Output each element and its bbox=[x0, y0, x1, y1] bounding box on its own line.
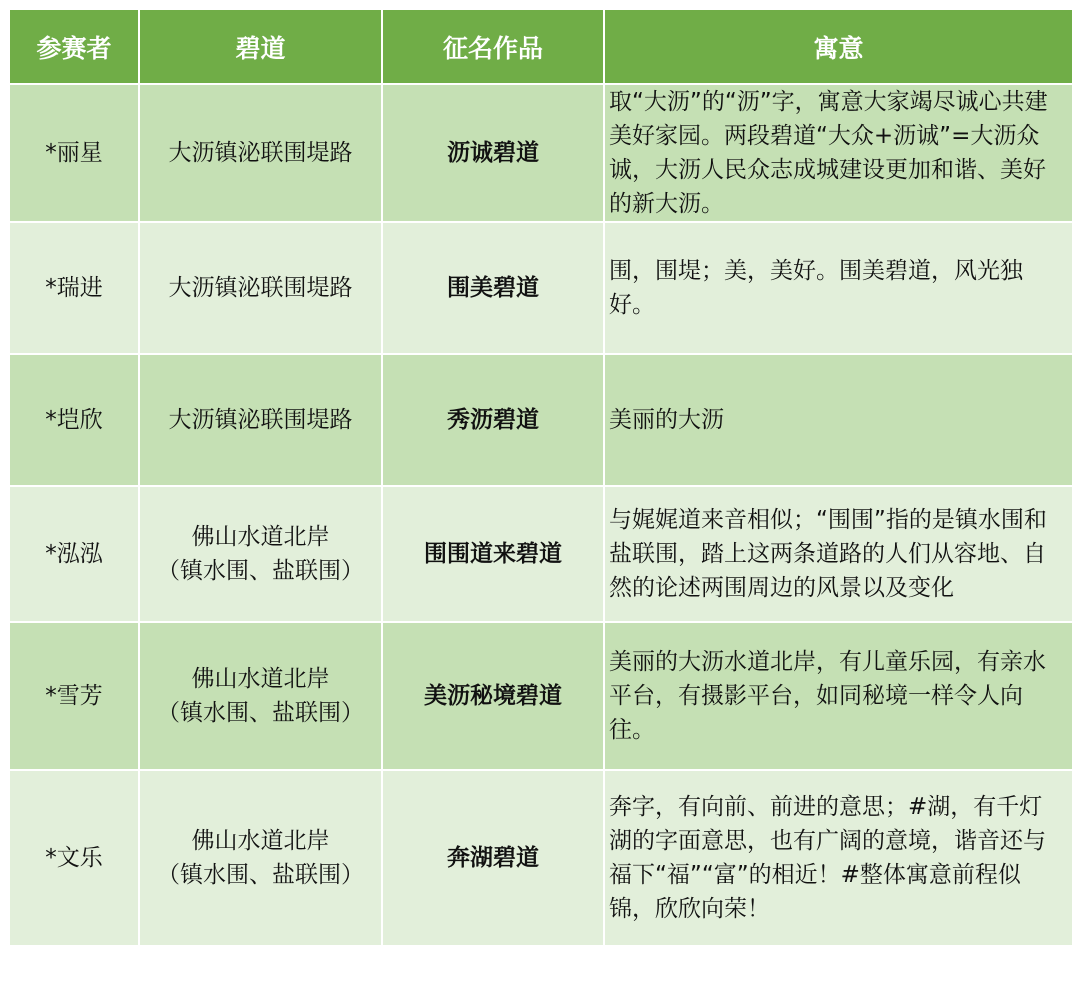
meaning-cell: 与娓娓道来音相似；“围围”指的是镇水围和盐联围，踏上这两条道路的人们从容地、自然的论述两围周边的风景以及变化 bbox=[604, 486, 1073, 622]
entry-cell: 秀沥碧道 bbox=[382, 354, 604, 486]
greenway-line: 佛山水道北岸 bbox=[191, 666, 330, 692]
meaning-cell: 奔字，有向前、前进的意思；#湖，有千灯湖的字面意思，也有广阔的意境，谐音还与福下“福”“富”的相近！#整体寓意前程似锦，欣欣向荣！ bbox=[604, 770, 1073, 946]
meaning-cell: 美丽的大沥 bbox=[604, 354, 1073, 486]
participant-cell: *泓泓 bbox=[9, 486, 139, 622]
greenway-line: （镇水围、盐联围） bbox=[157, 700, 364, 726]
participant-cell: *文乐 bbox=[9, 770, 139, 946]
greenway-line: 佛山水道北岸 bbox=[191, 828, 330, 854]
entry-cell: 沥诚碧道 bbox=[382, 84, 604, 222]
greenway-cell bbox=[139, 770, 382, 946]
participant-cell: *雪芳 bbox=[9, 622, 139, 770]
greenway-cell bbox=[139, 486, 382, 622]
table-row bbox=[9, 354, 1073, 486]
greenway-cell bbox=[139, 622, 382, 770]
header-greenway: 碧道 bbox=[139, 9, 382, 84]
table-row bbox=[9, 622, 1073, 770]
entry-cell: 奔湖碧道 bbox=[382, 770, 604, 946]
meaning-cell: 围，围堤；美，美好。围美碧道，风光独好。 bbox=[604, 222, 1073, 354]
greenway-line: 佛山水道北岸 bbox=[191, 524, 330, 550]
meaning-cell: 取“大沥”的“沥”字，寓意大家竭尽诚心共建美好家园。两段碧道“大众+沥诚”=大沥众诚，大沥人民众志成城建设更加和谐、美好的新大沥。 bbox=[604, 84, 1073, 222]
greenway-cell bbox=[139, 84, 382, 222]
participant-cell: *垲欣 bbox=[9, 354, 139, 486]
greenway-line: （镇水围、盐联围） bbox=[157, 862, 364, 888]
table-row bbox=[9, 222, 1073, 354]
table-row bbox=[9, 770, 1073, 946]
entries-table bbox=[8, 8, 1074, 947]
meaning-cell: 美丽的大沥水道北岸，有儿童乐园，有亲水平台，有摄影平台，如同秘境一样令人向往。 bbox=[604, 622, 1073, 770]
header-entry: 征名作品 bbox=[382, 9, 604, 84]
header-participant: 参赛者 bbox=[9, 9, 139, 84]
header-meaning: 寓意 bbox=[604, 9, 1073, 84]
participant-cell: *丽星 bbox=[9, 84, 139, 222]
table-header-row bbox=[9, 9, 1073, 84]
greenway-cell bbox=[139, 354, 382, 486]
entry-cell: 围美碧道 bbox=[382, 222, 604, 354]
greenway-line: 大沥镇泌联围堤路 bbox=[168, 140, 353, 166]
entry-cell: 美沥秘境碧道 bbox=[382, 622, 604, 770]
entry-cell: 围围道来碧道 bbox=[382, 486, 604, 622]
greenway-line: 大沥镇泌联围堤路 bbox=[168, 275, 353, 301]
participant-cell: *瑞进 bbox=[9, 222, 139, 354]
table-row bbox=[9, 486, 1073, 622]
greenway-line: （镇水围、盐联围） bbox=[157, 558, 364, 584]
greenway-line: 大沥镇泌联围堤路 bbox=[168, 407, 353, 433]
table-row bbox=[9, 84, 1073, 222]
entries-table-wrapper bbox=[8, 8, 1072, 947]
greenway-cell bbox=[139, 222, 382, 354]
